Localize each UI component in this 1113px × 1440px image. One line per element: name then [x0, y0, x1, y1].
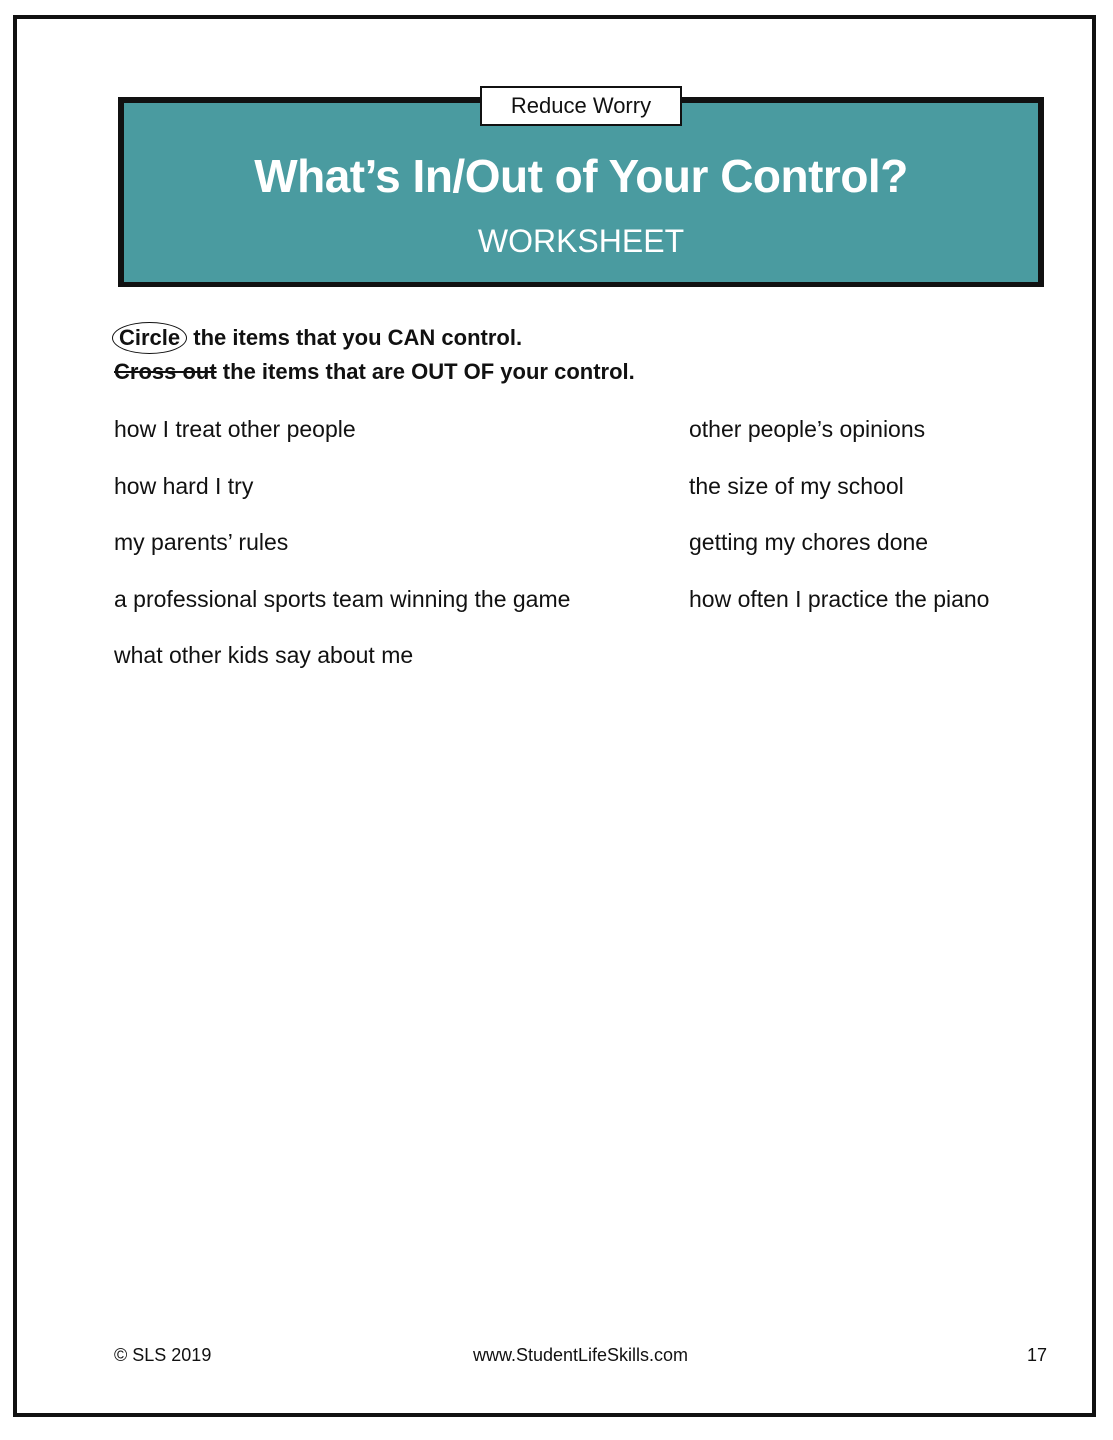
- list-item[interactable]: a professional sports team winning the game: [114, 586, 571, 612]
- list-item[interactable]: my parents’ rules: [114, 529, 289, 555]
- list-item[interactable]: getting my chores done: [689, 529, 929, 555]
- list-item[interactable]: what other kids say about me: [114, 642, 414, 668]
- page-subtitle: WORKSHEET: [477, 223, 685, 259]
- instruction-circle: [114, 322, 522, 354]
- cross-out-emphasis: Cross out: [114, 359, 217, 384]
- list-item[interactable]: the size of my school: [689, 473, 904, 499]
- instruction-cross-out: [114, 359, 635, 385]
- footer-website: www.StudentLifeSkills.com: [472, 1345, 689, 1365]
- list-item[interactable]: how hard I try: [114, 473, 254, 499]
- page-title: What’s In/Out of Your Control?: [254, 150, 908, 202]
- circle-emphasis: Circle: [112, 322, 187, 354]
- list-item[interactable]: other people’s opinions: [689, 416, 926, 442]
- list-item[interactable]: how I treat other people: [114, 416, 356, 442]
- section-tag: Reduce Worry: [480, 86, 682, 126]
- page-number: 17: [1026, 1345, 1047, 1365]
- instruction-circle-text: the items that you CAN control.: [187, 325, 523, 350]
- list-item[interactable]: how often I practice the piano: [689, 586, 990, 612]
- footer-copyright: © SLS 2019: [114, 1345, 212, 1365]
- instruction-cross-out-text: the items that are OUT OF your control.: [216, 359, 635, 384]
